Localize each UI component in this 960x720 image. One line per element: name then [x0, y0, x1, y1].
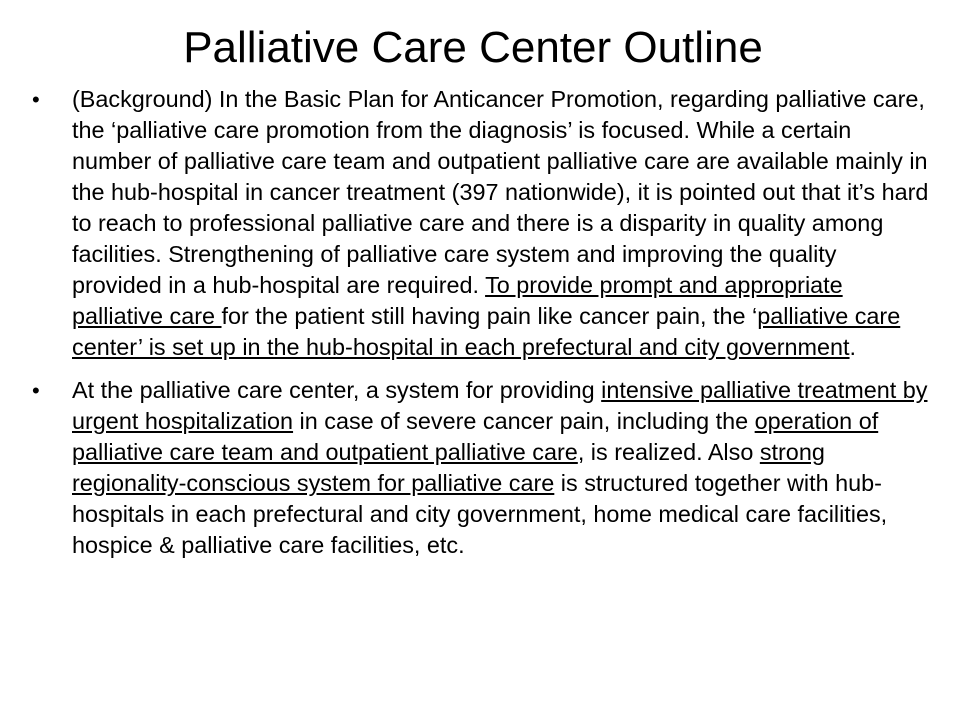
underlined-phrase: operation of palliative care team and outpatient palliative care: [72, 408, 879, 465]
slide-title: Palliative Care Center Outline: [183, 23, 763, 72]
bullet-segment: At the palliative care center, a system for providing: [72, 377, 602, 403]
bullet-icon: •: [32, 378, 40, 403]
bullet-segment: for the patient still having pain like cancer pain, the ‘: [221, 303, 758, 329]
bullet-segment: .: [849, 334, 857, 360]
bullet-segment: (Background) In the Basic Plan for Anticancer Promotion, regarding palliative care, the ‘palliative care promotion from the diagnosis’ is focused. While a certain number of palliative care team and outpatient palliative care are available mainly in the hub-hospital in cancer treatment (397 nationwide), it is pointed out that it’s hard to reach to professional palliative care and there is a disparity in quality among facilities. Strengthening of palliative care system and improving the quality provided in a hub-hospital are required.: [72, 86, 929, 298]
underlined-phrase: intensive palliative treatment by urgent hospitalization: [72, 377, 928, 434]
bullet-text: [72, 86, 928, 360]
underlined-phrase: palliative care center’ is set up in the hub-hospital in each prefectural and city government: [72, 303, 901, 360]
bullet-item-background: [32, 84, 932, 363]
underlined-phrase: To provide prompt and appropriate palliative care: [72, 272, 843, 329]
bullet-icon: •: [32, 87, 40, 112]
bullet-item-center-system: [32, 375, 932, 561]
bullet-text: [72, 377, 928, 558]
bullet-list: [32, 84, 932, 573]
underlined-phrase: strong regionality-conscious system for palliative care: [72, 439, 825, 496]
bullet-segment: is structured together with hub-hospitals in each prefectural and city government, home medical care facilities, hospice & palliative care facilities, etc.: [72, 470, 888, 558]
bullet-segment: , is realized. Also: [577, 439, 760, 465]
bullet-segment: in case of severe cancer pain, including the: [293, 408, 755, 434]
